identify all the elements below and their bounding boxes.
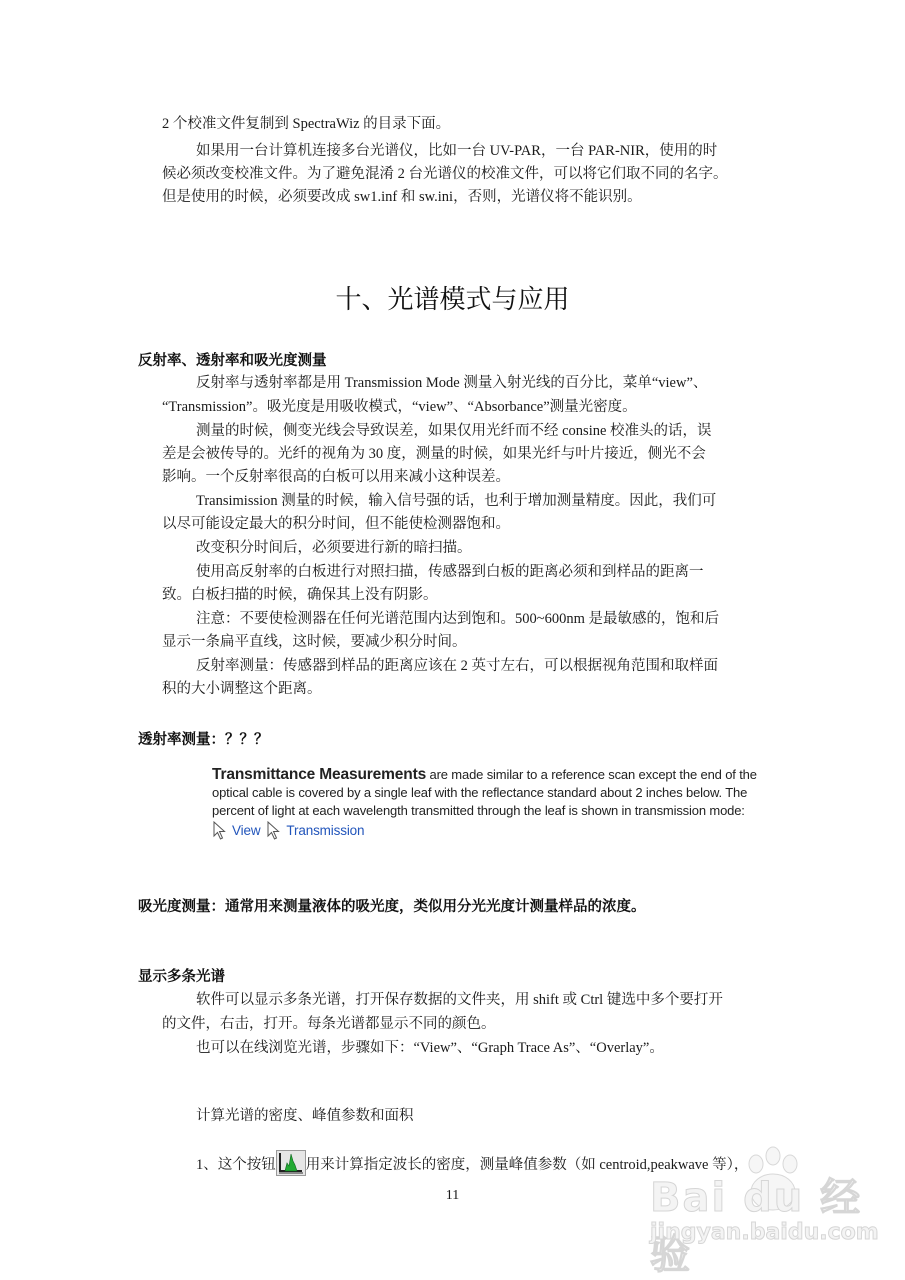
menu-transmission-link[interactable]: Transmission [286, 823, 365, 838]
intro-line-2: 如果用一台计算机连接多台光谱仪，比如一台 UV-PAR，一台 PAR-NIR，使用的时 [196, 143, 718, 159]
embedded-screenshot-transmittance [212, 766, 832, 841]
cursor-arrow-icon [266, 821, 284, 841]
paragraph-line: Transimission 测量的时候，输入信号强的话，也利于增加测量精度。因此，我们可 [196, 493, 717, 509]
paragraph-line: 软件可以显示多条光谱，打开保存数据的文件夹，用 shift 或 Ctrl 键选中多个要打开 [196, 992, 723, 1008]
section-heading-absorbance: 吸光度测量：通常用来测量液体的吸光度，类似用分光光度计测量样品的浓度。 [138, 899, 646, 915]
paragraph-line: 致。白板扫描的时候，确保其上没有阴影。 [162, 587, 438, 603]
paragraph-line: 使用高反射率的白板进行对照扫描，传感器到白板的距离必须和到样品的距离一 [196, 564, 704, 580]
page-number: 11 [445, 1188, 460, 1203]
paragraph-line: 反射率测量：传感器到样品的距离应该在 2 英寸左右，可以根据视角范围和取样面 [196, 658, 718, 674]
watermark-brand: Bai du 经验 [650, 1175, 863, 1278]
paragraph-line: 改变积分时间后，必须要进行新的暗扫描。 [196, 540, 472, 556]
embedded-line-3: percent of light at each wavelength transmitted through the leaf is shown in transmission mode: [212, 803, 745, 818]
intro-line-1: 2 个校准文件复制到 SpectraWiz 的目录下面。 [162, 116, 451, 132]
section-heading-multiple-spectra: 显示多条光谱 [138, 969, 225, 985]
paragraph-line: 影响。一个反射率很高的白板可以用来减小这种误差。 [162, 469, 510, 485]
paragraph-line: 显示一条扁平直线，这时候，要减少积分时间。 [162, 634, 467, 650]
paragraph-line: 测量的时候，侧变光线会导致误差，如果仅用光纤而不经 consine 校准头的话，误 [196, 423, 712, 439]
cursor-arrow-icon [212, 821, 230, 841]
menu-view-link[interactable]: View [232, 823, 261, 838]
section-heading-transmittance: 透射率测量：？？？ [138, 732, 269, 748]
paragraph-line: 积的大小调整这个距离。 [162, 681, 322, 697]
section-heading-density: 计算光谱的密度、峰值参数和面积 [196, 1108, 414, 1124]
paragraph-line: 反射率与透射率都是用 Transmission Mode 测量入射光线的百分比，菜单“view”、 [196, 375, 708, 391]
embedded-line-2: optical cable is covered by a single leaf with the reflectance standard about 2 inches below. The [212, 785, 748, 800]
paragraph-line: 的文件，右击，打开。每条光谱都显示不同的颜色。 [162, 1016, 496, 1032]
embedded-line-1-rest: are made similar to a reference scan except the end of the [426, 767, 757, 782]
peak-histogram-icon [276, 1150, 306, 1176]
paragraph-line: 以尽可能设定最大的积分时间，但不能使检测器饱和。 [162, 516, 510, 532]
embedded-menu-path [212, 821, 832, 841]
intro-line-3: 候必须改变校准文件。为了避免混淆 2 台光谱仪的校准文件，可以将它们取不同的名字。 [162, 166, 728, 182]
item-suffix: 用来计算指定波长的密度，测量峰值参数（如 centroid,peakwave 等）， [305, 1157, 749, 1173]
embedded-line-1 [212, 766, 832, 784]
section-heading-measurement: 反射率、透射率和吸光度测量 [138, 353, 327, 369]
item-prefix: 1、这个按钮 [196, 1157, 276, 1173]
chapter-title: 十、光谱模式与应用 [335, 285, 570, 315]
intro-line-4: 但是使用的时候，必须要改成 sw1.inf 和 sw.ini，否则，光谱仪将不能识别。 [162, 189, 642, 205]
paragraph-line: “Transmission”。吸光度是用吸收模式，“view”、“Absorbance”测量光密度。 [162, 399, 637, 415]
watermark-url: jingyan.baidu.com [650, 1220, 879, 1245]
embedded-bold-lead: Transmittance Measurements [212, 766, 427, 783]
baidu-watermark [640, 1150, 880, 1278]
paragraph-line: 差是会被传导的。光纤的视角为 30 度，测量的时候，如果光纤与叶片接近，侧光不会 [162, 446, 706, 462]
paragraph-line: 注意：不要使检测器在任何光谱范围内达到饱和。500~600nm 是最敏感的，饱和后 [196, 611, 719, 627]
paragraph-line: 也可以在线浏览光谱，步骤如下：“View”、“Graph Trace As”、“Overlay”。 [196, 1040, 664, 1056]
